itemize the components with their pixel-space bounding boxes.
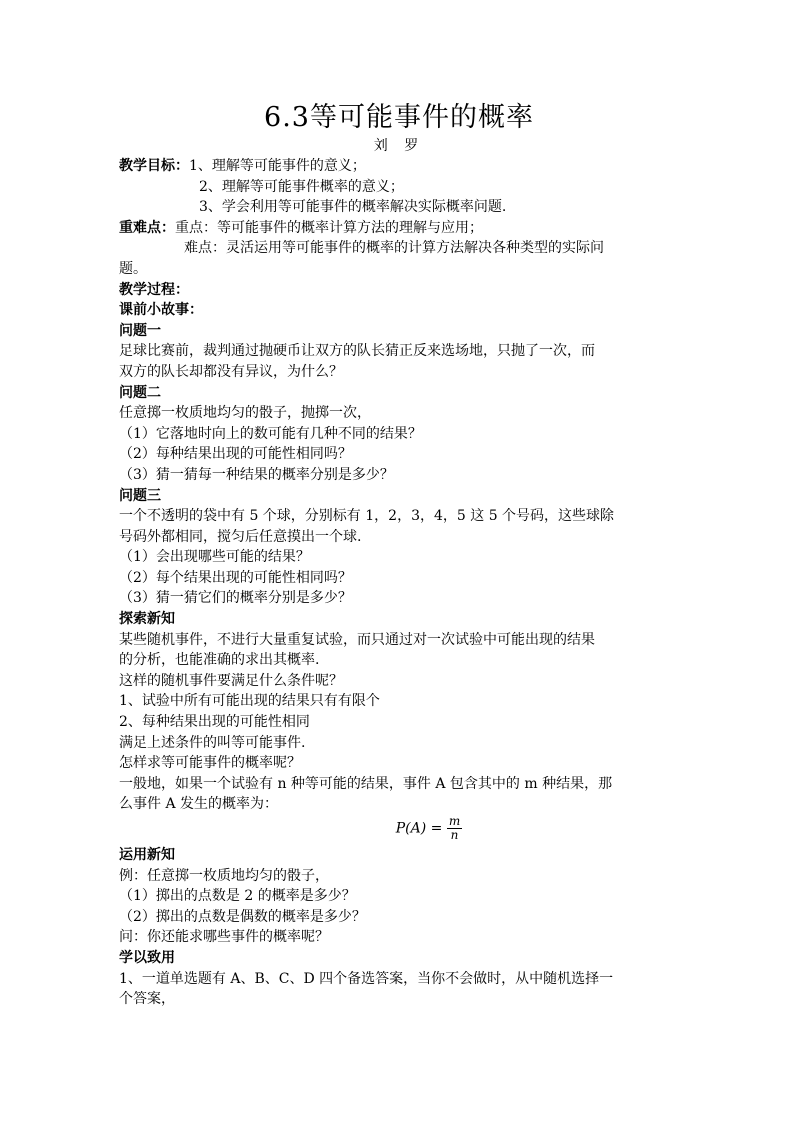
keypoint-line: [119, 218, 679, 239]
q2-heading: 问题二: [119, 384, 161, 401]
q1-text: 足球比赛前，裁判通过抛硬币让双方的队长猜正反来选场地，只抛了一次，而: [119, 343, 595, 360]
explore-text: 2、每种结果出现的可能性相同: [119, 714, 310, 731]
story-heading: 课前小故事：: [119, 302, 203, 319]
explore-text: 这样的随机事件要满足什么条件呢？: [119, 672, 343, 689]
difficult-point-cont: 题。: [119, 260, 147, 277]
apply-text: （1）掷出的点数是 2 的概率是多少？: [119, 888, 356, 905]
objective-item: 3、学会利用等可能事件的概率解决实际概率问题.: [199, 199, 507, 216]
formula-denominator: n: [450, 828, 459, 842]
practice-text: 1、一道单选题有 A、B、C、D 四个备选答案，当你不会做时，从中随机选择一: [119, 970, 614, 987]
q1-heading: 问题一: [119, 322, 161, 339]
explore-heading: 探索新知: [119, 611, 175, 628]
q3-text: （1）会出现哪些可能的结果？: [119, 549, 310, 566]
formula-numerator: m: [448, 814, 461, 828]
process-heading: 教学过程：: [119, 281, 189, 298]
page-title: 6.3等可能事件的概率: [264, 102, 534, 133]
objective-item: 2、理解等可能事件概率的意义；: [199, 178, 404, 195]
objective-item: 1、理解等可能事件的意义；: [189, 158, 366, 174]
formula-lhs: P(A) =: [395, 820, 443, 837]
explore-text: 怎样求等可能事件的概率呢？: [119, 755, 301, 772]
apply-text: 例：任意掷一枚质地均匀的骰子，: [119, 867, 329, 884]
q3-text: 号码外都相同，搅匀后任意摸出一个球.: [119, 528, 362, 545]
keypoints-label: 重难点：: [119, 219, 175, 236]
explore-text: 满足上述条件的叫等可能事件.: [119, 734, 306, 751]
explore-text: 么事件 A 发生的概率为：: [119, 796, 279, 813]
formula-fraction: [447, 815, 462, 842]
apply-heading: 运用新知: [119, 847, 175, 863]
explore-text: 的分析，也能准确的求出其概率.: [119, 652, 320, 669]
objectives-label: 教学目标：: [119, 158, 189, 174]
q2-text: （1）它落地时向上的数可能有几种不同的结果？: [119, 425, 422, 442]
apply-text: 问：你还能求哪些事件的概率呢？: [119, 929, 329, 946]
q2-text: （2）每种结果出现的可能性相同吗？: [119, 446, 352, 463]
objective-line-1: [119, 156, 679, 177]
explore-text: 一般地，如果一个试验有 n 种等可能的结果，事件 A 包含其中的 m 种结果，那: [119, 775, 613, 792]
apply-text: （2）掷出的点数是偶数的概率是多少？: [119, 908, 366, 925]
q2-text: 任意掷一枚质地均匀的骰子，抛掷一次，: [119, 405, 371, 422]
document-page: [119, 100, 679, 1010]
q3-text: （3）猜一猜它们的概率分别是多少？: [119, 590, 352, 607]
q2-text: （3）猜一猜每一种结果的概率分别是多少？: [119, 466, 394, 483]
probability-formula: [119, 815, 679, 845]
q3-text: （2）每个结果出现的可能性相同吗？: [119, 569, 352, 586]
difficult-point: 难点：灵活运用等可能事件的概率的计算方法解决各种类型的实际问: [184, 240, 604, 257]
key-point: 重点：等可能事件的概率计算方法的理解与应用；: [175, 219, 483, 236]
explore-text: 1、试验中所有可能出现的结果只有有限个: [119, 693, 380, 710]
practice-text: 个答案，: [119, 991, 175, 1008]
explore-text: 某些随机事件，不进行大量重复试验，而只通过对一次试验中可能出现的结果: [119, 631, 595, 648]
q3-text: 一个不透明的袋中有 5 个球，分别标有 1，2，3，4，5 这 5 个号码，这些球除: [119, 508, 615, 525]
practice-heading: 学以致用: [119, 949, 175, 966]
q3-heading: 问题三: [119, 487, 161, 504]
q1-text: 双方的队长却都没有异议，为什么？: [119, 363, 343, 380]
author: 刘 罗: [373, 138, 425, 154]
